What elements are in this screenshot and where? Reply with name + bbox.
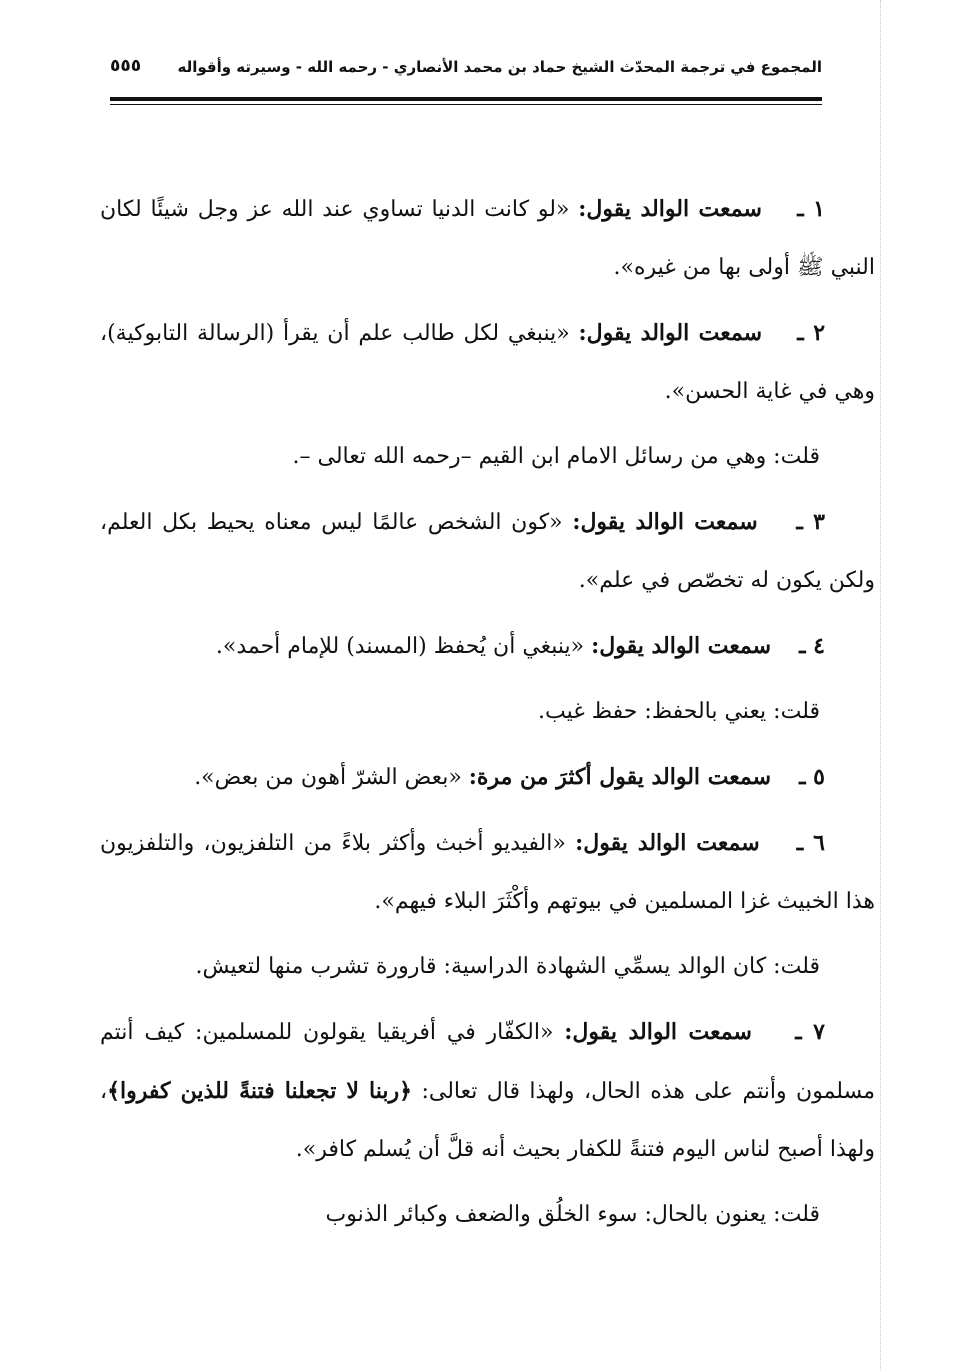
item-lead: سمعت الوالد يقول: [575, 830, 760, 856]
numbered-item-5 [100, 748, 875, 807]
running-header-title: المجموع في ترجمة المحدّث الشيخ حماد بن محمد الأنصاري - رحمه الله - وسيرته وأقواله [177, 58, 822, 76]
item-number: ١ ـ [797, 196, 825, 222]
item-lead: سمعت الوالد يقول: [572, 509, 758, 535]
item-lead: سمعت الوالد يقول أكثرَ من مرة: [468, 764, 772, 790]
numbered-item-3 [100, 493, 875, 610]
quran-verse: ﴿ربنا لا تجعلنا فتنةً للذين كفروا﴾ [107, 1078, 413, 1104]
item-number: ٣ ـ [796, 509, 825, 535]
numbered-item-4 [100, 617, 875, 676]
body-text [100, 180, 875, 1251]
note-paragraph: قلت: كان الوالد يسمِّي الشهادة الدراسية: قارورة تشرب منها لتعيش. [195, 954, 820, 979]
numbered-item-6 [100, 814, 875, 931]
item-lead: سمعت الوالد يقول: [591, 633, 772, 659]
numbered-item-7 [100, 1003, 875, 1179]
numbered-item-2 [100, 304, 875, 421]
item-quote-after: ، ولهذا أصبح لناس اليوم فتنةً للكفار بحيث أنه قلَّ أن يُسلم كافر». [100, 1079, 875, 1162]
item-quote: «ينبغي لكل طالب علم أن يقرأ (الرسالة التابوكية)، وهي في غاية الحسن». [100, 321, 875, 404]
item-quote: «ينبغي أن يُحفظ (المسند) للإمام أحمد». [215, 634, 585, 659]
item-number: ٧ ـ [795, 1019, 825, 1045]
numbered-item-1 [100, 180, 875, 297]
item-lead: سمعت الوالد يقول: [578, 196, 762, 222]
page-number: ٥٥٥ [110, 56, 142, 76]
note-paragraph: قلت: يعنون بالحال: سوء الخلُق والضعف وكبائر الذنوب [325, 1202, 820, 1227]
item-lead: سمعت الوالد يقول: [578, 320, 763, 346]
item-lead: سمعت الوالد يقول: [564, 1019, 752, 1045]
item-quote: «بعض الشرّ أهون من بعض». [194, 765, 462, 790]
item-number: ٥ ـ [799, 764, 825, 790]
item-quote: «الفيديو أخبث وأكثر بلاءً من التلفزيون، والتلفزيون هذا الخبيث غزا المسلمين في بيوتهم وأكْثَرَ البلاء فيهم». [100, 831, 875, 914]
page-edge-dotted-line [880, 0, 881, 1370]
item-quote: «لو كانت الدنيا تساوي عند الله عز وجل شيئًا لكان النبي ﷺ أولى بها من غيره». [100, 197, 875, 280]
header-rule-thick [110, 97, 822, 101]
item-number: ٦ ـ [796, 830, 825, 856]
running-header [110, 52, 822, 88]
item-quote: «كون الشخص عالمًا ليس معناه يحيط بكل العلم، ولكن يكون له تخصّص في علم». [100, 510, 875, 593]
item-quote-before: «الكفّار في أفريقيا يقولون للمسلمين: كيف أنتم مسلمون وأنتم على هذه الحال، ولهذا قال تعالى: [100, 1020, 875, 1104]
header-rule-thin [110, 104, 822, 105]
note-paragraph: قلت: يعني بالحفظ: حفظ غيب. [537, 699, 820, 724]
note-paragraph: قلت: وهي من رسائل الامام ابن القيم –رحمه الله تعالى –. [292, 444, 820, 469]
item-number: ٢ ـ [797, 320, 826, 346]
item-number: ٤ ـ [799, 633, 825, 659]
